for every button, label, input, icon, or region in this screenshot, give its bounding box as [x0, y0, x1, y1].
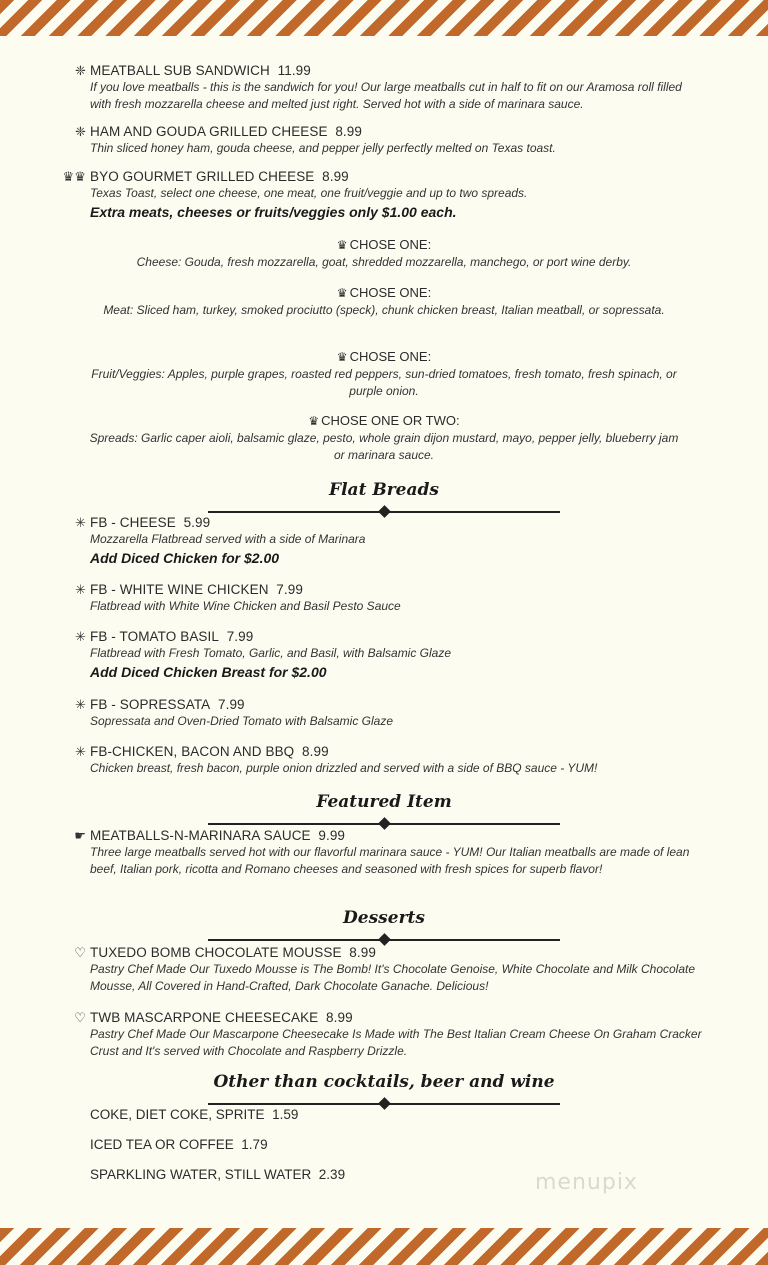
crown-icon: ♛♛: [62, 169, 86, 184]
menu-item-tuxedo-bomb: [62, 944, 702, 995]
choice-heading: CHOSE ONE:: [349, 349, 432, 364]
menu-item-byo-grilled-cheese: [62, 168, 702, 222]
item-price: 7.99: [226, 629, 254, 644]
section-desserts: [208, 907, 560, 945]
section-title: Featured Item: [316, 792, 452, 812]
item-description: Thin sliced honey ham, gouda cheese, and pepper jelly perfectly melted on Texas toast.: [90, 141, 556, 155]
item-price: 8.99: [302, 744, 329, 759]
item-price: 5.99: [183, 515, 211, 530]
section-flat-breads: [208, 479, 560, 517]
asterisk-icon: ✳: [75, 515, 86, 530]
choice-fruit-veggies: [84, 348, 684, 400]
asterisk-icon: ✳: [75, 697, 86, 712]
crown-icon: ♛: [336, 238, 348, 252]
watermark: menupix: [535, 1170, 638, 1195]
item-name: FB-CHICKEN, BACON AND BBQ: [90, 744, 295, 759]
crown-icon: ♛: [336, 286, 348, 300]
item-price: 9.99: [318, 828, 346, 843]
item-price: 1.79: [241, 1137, 268, 1152]
drink-item-tea-coffee: [90, 1136, 268, 1153]
choice-text: Meat: Sliced ham, turkey, smoked prociutto (speck), chunk chicken breast, Italian meatball, or sopressata.: [103, 303, 665, 317]
item-description: Flatbread with White Wine Chicken and Basil Pesto Sauce: [90, 599, 401, 613]
diamond-icon: [378, 1097, 391, 1110]
item-name: BYO GOURMET GRILLED CHEESE: [90, 169, 315, 184]
choice-text: Spreads: Garlic caper aioli, balsamic glaze, pesto, whole grain dijon mustard, mayo, pepper jelly, blueberry jam or marinara sauce.: [89, 431, 679, 462]
item-name: TUXEDO BOMB CHOCOLATE MOUSSE: [90, 945, 342, 960]
item-extra-note: Add Diced Chicken for $2.00: [90, 550, 280, 566]
drink-item-water: [90, 1166, 345, 1183]
section-featured-item: [208, 791, 560, 829]
asterisk-icon: ✳: [75, 582, 86, 597]
drink-item-soda: [90, 1106, 298, 1123]
choice-meat: [84, 284, 684, 319]
item-name: MEATBALLS-N-MARINARA SAUCE: [90, 828, 311, 843]
item-price: 1.59: [272, 1107, 299, 1122]
item-price: 11.99: [277, 63, 311, 78]
item-extra-note: Extra meats, cheeses or fruits/veggies only $1.00 each.: [90, 204, 457, 220]
item-name: HAM AND GOUDA GRILLED CHEESE: [90, 124, 328, 139]
heart-icon: ♡: [74, 1010, 86, 1025]
asterisk-icon: ✳: [75, 744, 86, 759]
item-price: 8.99: [349, 945, 376, 960]
section-title: Flat Breads: [329, 480, 439, 500]
menu-item-meatball-sub: [62, 62, 702, 113]
item-description: Pastry Chef Made Our Tuxedo Mousse is The Bomb! It's Chocolate Genoise, White Chocolate and Milk Chocolate Mousse, All Covered in Hand-Crafted, Dark Chocolate Ganache. Delicious!: [90, 962, 696, 993]
item-price: 8.99: [335, 124, 362, 139]
item-name: MEATBALL SUB SANDWICH: [90, 63, 270, 78]
menu-item-ham-gouda: [62, 123, 702, 157]
item-name: FB - TOMATO BASIL: [90, 629, 219, 644]
section-title: Other than cocktails, beer and wine: [213, 1072, 555, 1092]
item-price: 7.99: [276, 582, 303, 597]
item-description: Flatbread with Fresh Tomato, Garlic, and Basil, with Balsamic Glaze: [90, 646, 452, 660]
item-name: SPARKLING WATER, STILL WATER: [90, 1167, 312, 1182]
item-description: Mozzarella Flatbread served with a side of Marinara: [90, 532, 366, 546]
item-extra-note: Add Diced Chicken Breast for $2.00: [90, 664, 327, 680]
top-stripe-border: [0, 0, 768, 36]
item-price: 8.99: [322, 169, 349, 184]
menu-item-fb-cheese: [62, 514, 702, 568]
item-description: Pastry Chef Made Our Mascarpone Cheesecake Is Made with The Best Italian Cream Cheese On Graham Cracker Crust and It's served with Chocolate and Raspberry Drizzle.: [90, 1027, 702, 1058]
snowflake-icon: ❈: [75, 124, 86, 139]
section-title: Desserts: [343, 908, 425, 928]
pointing-hand-icon: ☛: [74, 828, 86, 843]
choice-text: Fruit/Veggies: Apples, purple grapes, roasted red peppers, sun-dried tomatoes, fresh tomato, fresh spinach, or purple onion.: [91, 367, 677, 398]
item-description: Texas Toast, select one cheese, one meat, one fruit/veggie and up to two spreads.: [90, 186, 528, 200]
item-name: FB - CHEESE: [90, 515, 176, 530]
item-price: 7.99: [217, 697, 245, 712]
item-description: Chicken breast, fresh bacon, purple onion drizzled and served with a side of BBQ sauce - YUM!: [90, 761, 598, 775]
menu-item-mascarpone-cheesecake: [62, 1009, 702, 1060]
snowflake-icon: ❈: [75, 63, 86, 78]
asterisk-icon: ✳: [75, 629, 86, 644]
menu-item-fb-chicken-bacon-bbq: [62, 743, 702, 777]
menu-item-meatballs-marinara: [62, 827, 702, 878]
choice-heading: CHOSE ONE:: [349, 285, 432, 300]
choice-spreads: [84, 412, 684, 464]
crown-icon: ♛: [308, 414, 320, 428]
section-drinks: [208, 1071, 560, 1109]
bottom-stripe-border: [0, 1228, 768, 1265]
item-description: Three large meatballs served hot with our flavorful marinara sauce - YUM! Our Italian meatballs are made of lean beef, Italian pork, ricotta and Romano cheeses and seasoned with fresh spices for superb flavor!: [90, 845, 690, 876]
menu-item-fb-white-wine-chicken: [62, 581, 702, 615]
item-price: 2.39: [318, 1167, 346, 1182]
item-description: If you love meatballs - this is the sandwich for you! Our large meatballs cut in half to fit on our Aramosa roll filled with fresh mozzarella cheese and melted just right. Served hot with a side of marinara sauce.: [90, 80, 682, 111]
item-name: FB - WHITE WINE CHICKEN: [90, 582, 269, 597]
crown-icon: ♛: [336, 350, 348, 364]
item-name: TWB MASCARPONE CHEESECAKE: [90, 1010, 319, 1025]
choice-heading: CHOSE ONE OR TWO:: [321, 413, 460, 428]
item-description: Sopressata and Oven-Dried Tomato with Balsamic Glaze: [90, 714, 394, 728]
choice-cheese: [84, 236, 684, 271]
choice-heading: CHOSE ONE:: [349, 237, 432, 252]
menu-item-fb-sopressata: [62, 696, 702, 730]
choice-text: Cheese: Gouda, fresh mozzarella, goat, shredded mozzarella, manchego, or port wine derby.: [136, 255, 632, 269]
item-name: ICED TEA OR COFFEE: [90, 1137, 234, 1152]
menu-item-fb-tomato-basil: [62, 628, 702, 682]
item-name: FB - SOPRESSATA: [90, 697, 211, 712]
heart-icon: ♡: [74, 945, 86, 960]
item-price: 8.99: [326, 1010, 353, 1025]
item-name: COKE, DIET COKE, SPRITE: [90, 1107, 265, 1122]
